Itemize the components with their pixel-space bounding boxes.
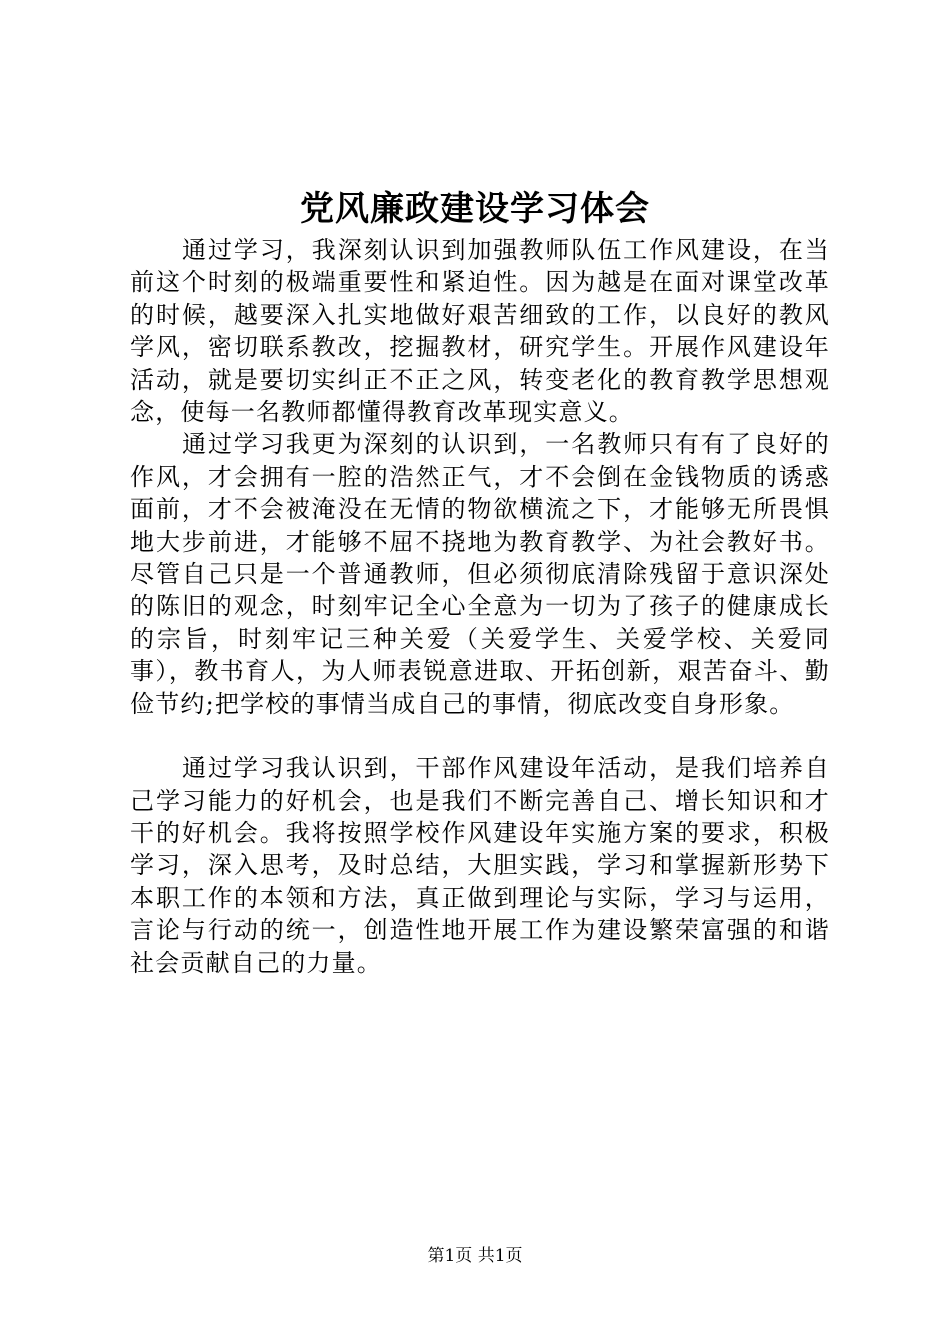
paragraph-1: 通过学习，我深刻认识到加强教师队伍工作风建设，在当前这个时刻的极端重要性和紧迫性。因为越是在面对课堂改革的时候，越要深入扎实地做好艰苦细致的工作，以良好的教风学风，密切联系教改，挖掘教材，研究学生。开展作风建设年活动，就是要切实纠正不正之风，转变老化的教育教学思想观念，使每一名教师都懂得教育改革现实意义。 <box>130 236 830 427</box>
document-title: 党风廉政建设学习体会 <box>300 189 650 229</box>
paragraph-3: 通过学习我认识到，干部作风建设年活动，是我们培养自己学习能力的好机会，也是我们不断完善自己、增长知识和才干的好机会。我将按照学校作风建设年实施方案的要求，积极学习，深入思考，及时总结，大胆实践，学习和掌握新形势下本职工作的本领和方法，真正做到理论与实际，学习与运用，言论与行动的统一，创造性地开展工作为建设繁荣富强的和谐社会贡献自己的力量。 <box>130 754 830 977</box>
document-body <box>130 234 830 979</box>
paragraph-spacer <box>130 720 830 752</box>
paragraph-2: 通过学习我更为深刻的认识到，一名教师只有有了良好的作风，才会拥有一腔的浩然正气，才不会倒在金钱物质的诱惑面前，才不会被淹没在无情的物欲横流之下，才能够无所畏惧地大步前进，才能够不屈不挠地为教育教学、为社会教好书。尽管自己只是一个普通教师，但必须彻底清除残留于意识深处的陈旧的观念，时刻牢记全心全意为一切为了孩子的健康成长的宗旨，时刻牢记三种关爱（关爱学生、关爱学校、关爱同事），教书育人，为人师表锐意进取、开拓创新，艰苦奋斗、勤俭节约;把学校的事情当成自己的事情，彻底改变自身形象。 <box>130 430 830 718</box>
page-footer: 第1页 共1页 <box>427 1246 523 1266</box>
